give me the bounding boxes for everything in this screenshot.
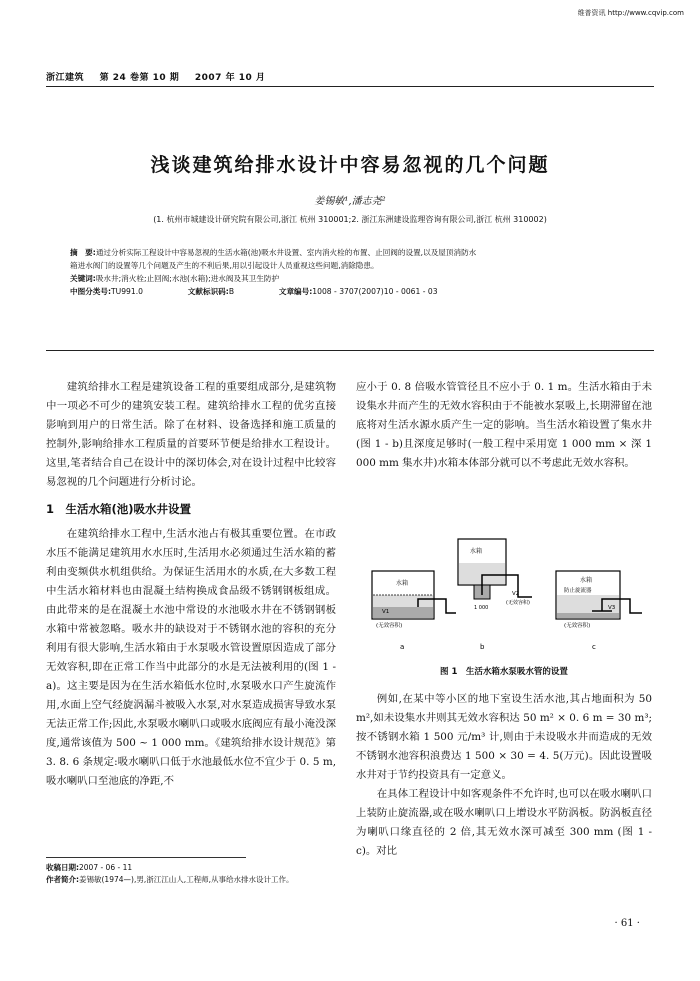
alternative-paragraph: 在具体工程设计中如客观条件不允许时,也可以在吸水喇叭口上装防止旋流器,或在吸水喇叭口上增设水平防涡板。防涡板直径为喇叭口缘直径的 2 倍,其无效水深可减至 300 mm (图 1 - c)。对比 [356,788,652,857]
watermark: 维普资讯 http://www.cqvip.com [577,9,684,17]
dead-a-label: (无效容积) [376,623,403,629]
sump-dim-label: 1 000 [474,605,489,611]
classification: 中图分类号:TU991.0 文献标识码:B 文章编号:1008 - 3707(2007)10 - 0061 - 03 [70,287,438,296]
abstract-label: 摘 要: [70,248,96,257]
author-bio: 作者简介:姜锡敏(1974—),男,浙江江山人,工程师,从事给水排水设计工作。 [46,875,294,884]
dead-c-label: (无效容积) [564,623,591,629]
figure-caption: 图 1 生活水箱水泵吸水管的设置 [440,667,568,677]
journal-volume: 第 24 卷第 10 期 [99,73,180,83]
footnote-rule [46,857,246,858]
continued-paragraph: 应小于 0. 8 倍吸水管管径且不应小于 0. 1 m。生活水箱由于未设集水井而产生的无效水容积由于不能被水泵吸上,长期滞留在池底将对生活水源水质产生一定的影响。当生活水箱设置了集水井(图 1 - b)且深度足够时(一般工程中采用宽 1 000 mm × 深 1 000 mm 集水井)水箱本体部分就可以不考虑此无效水容积。 [356,381,652,469]
example-paragraph: 例如,在某中等小区的地下室设生活水池,其占地面积为 50 m²,如未设集水井则其无效水容积达 50 m² × 0. 6 m = 30 m³;按不锈钢水箱 1 500 元/m³ 计,则由于未设吸水井而造成的无效不锈钢水池容积浪费达 1 500 × 30 = 4. 5(万元)。因此设置吸水井对于节约投资具有一定意义。 [356,693,652,781]
v1-label: V1 [382,609,390,615]
journal-date: 2007 年 10 月 [194,73,266,83]
section-1-heading: 1 生活水箱(池)吸水井设置 [46,502,192,516]
page-number: · 61 · [614,918,640,929]
right-column-bottom [356,690,652,861]
article-title: 浅谈建筑给排水设计中容易忽视的几个问题 [150,154,550,176]
header-rule [46,86,654,87]
abstract-rule [46,350,654,351]
running-header [46,70,277,83]
received-date: 收稿日期:2007 - 06 - 11 [46,863,133,872]
label-b: b [480,643,485,651]
intro-paragraph: 建筑给排水工程是建筑设备工程的重要组成部分,是建筑物中一项必不可少的建筑安装工程。建筑给排水工程的优劣直接影响到用户的日常生活。除了在材料、设备选择和施工质量的控制外,影响给排水工程质量的首要环节便是给排水工程设计。这里,笔者结合自己在设计中的深切体会,对在设计过程中比较容易忽视的几个问题进行分析讨论。 [46,381,336,488]
tank-a-label: 水箱 [396,580,409,587]
device-label: 防止旋流器 [564,588,592,594]
keywords: 关键词:吸水井;消火栓;止回阀;水池(水箱);进水阀及其卫生防护 [70,274,280,283]
figure-1 [356,535,652,655]
affiliation: (1. 杭州市城建设计研究院有限公司,浙江 杭州 310001;2. 浙江东洲建设监理咨询有限公司,浙江 杭州 310002) [153,215,547,224]
abstract-line-1: 摘 要:通过分析实际工程设计中容易忽视的生活水箱(池)吸水井设置、室内消火栓的布置、止回阀的设置,以及屋顶消防水 [70,248,477,257]
abstract-line-2: 箱进水阀门的设置等几个问题及产生的不利后果,用以引起设计人员重视这些问题,消除隐患。 [70,261,379,270]
v3-label: V3 [608,605,616,611]
abstract [70,246,630,298]
tank-b-label: 水箱 [470,548,483,555]
label-c: c [592,643,596,651]
tank-c-label: 水箱 [580,577,593,584]
journal-name: 浙江建筑 [46,73,85,83]
left-column [46,378,336,791]
authors: 姜锡敏¹,潘志尧² [314,196,386,207]
label-a: a [400,643,405,651]
v2-label: V2 [512,591,520,597]
right-column-top [356,378,652,473]
section-1-paragraph: 在建筑给排水工程中,生活水池占有极其重要位置。在市政水压不能满足建筑用水水压时,生活用水必须通过生活水箱的蓄利由变频供水机组供给。为保证生活用水的水质,在大多数工程中生活水箱材料也由混凝土结构换成食品级不锈钢钢板组成。由此带来的是在混凝土水池中常设的水池吸水井在不锈钢钢板水箱中常被忽略。吸水井的缺设对于不锈钢水池的容积的充分利用有很大影响,生活水箱由于水泵吸水管设置原因造成了部分无效容积,即在正常工作当中此部分的水是无法被利用的(图 1 - a)。这主要是因为在生活水箱低水位时,水泵吸水口产生旋流作用,水面上空气经旋涡漏斗被吸入水泵,对水泵造成损害导致水泵无法正常工作;因此,水泵吸水喇叭口或吸水底阀应有最小淹没深度,通常该值为 500 ~ 1 000 mm。《建筑给排水设计规范》第 3. 8. 6 条规定:吸水喇叭口低于水池最低水位不宜少于 0. 5 m,吸水喇叭口至池底的净距,不 [46,528,336,787]
dead-volume-c [557,613,619,618]
dead-b-label: (无效容积) [506,600,530,606]
